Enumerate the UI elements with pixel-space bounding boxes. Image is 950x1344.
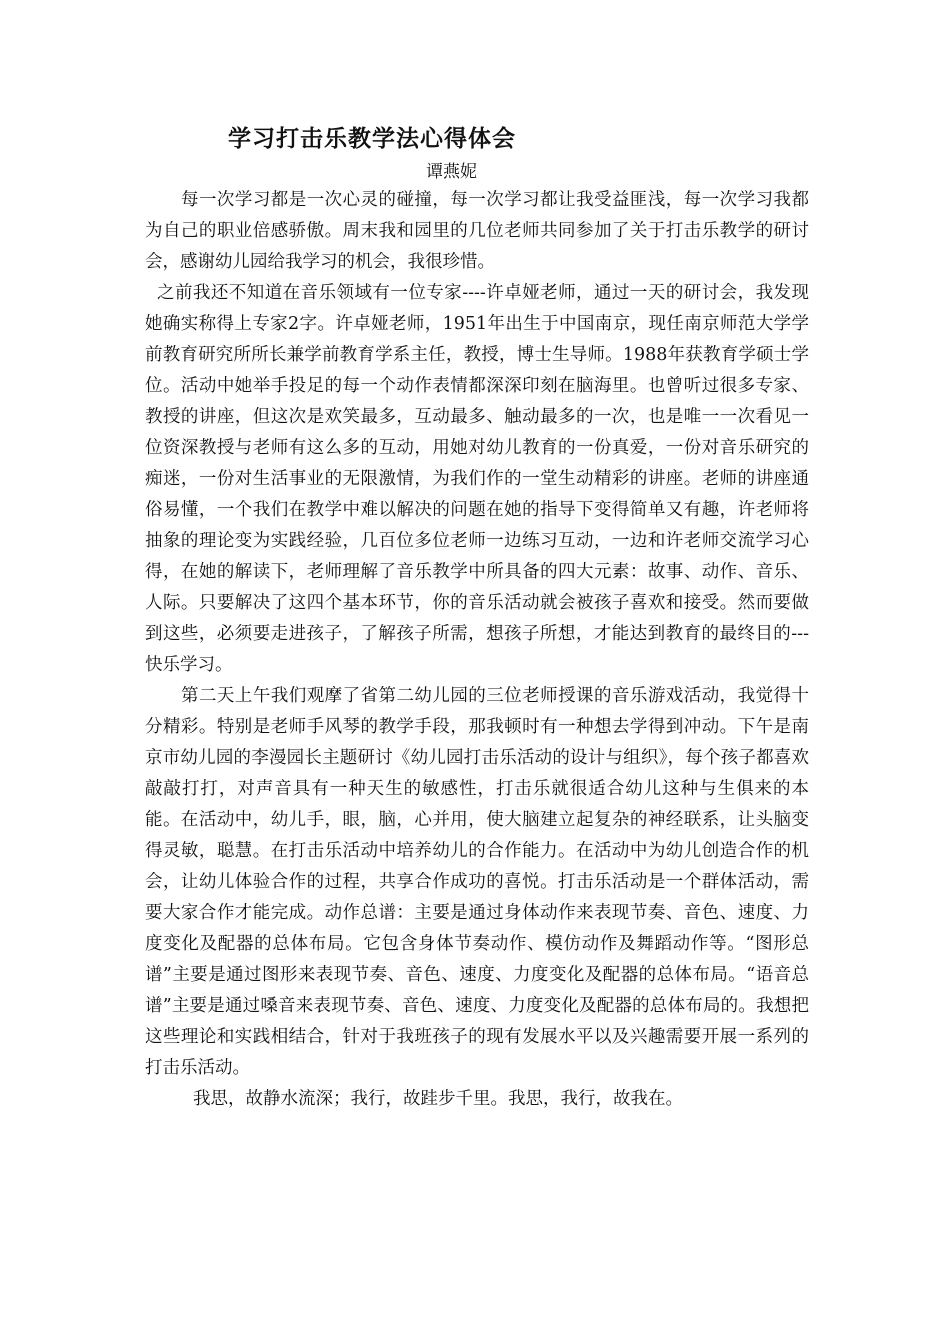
paragraph-expert-lecture: 之前我还不知道在音乐领域有一位专家----许卓娅老师，通过一天的研讨会，我发现她确实称得上专家2字。许卓娅老师，1951年出生于中国南京，现任南京师范大学学前教育研究所所长兼学前教育学系主任，教授，博士生导师。1988年获教育学硕士学位。活动中她举手投足的每一个动作表情都深深印刻在脑海里。也曾听过很多专家、教授的讲座，但这次是欢笑最多，互动最多、触动最多的一次，也是唯一一次看见一位资深教授与老师有这么多的互动，用她对幼儿教育的一份真爱，一份对音乐研究的痴迷，一份对生活事业的无限激情，为我们作的一堂生动精彩的讲座。老师的讲座通俗易懂，一个我们在教学中难以解决的问题在她的指导下变得简单又有趣，许老师将抽象的理论变为实践经验，几百位多位老师一边练习互动，一边和许老师交流学习心得，在她的解读下，老师理解了音乐教学中所具备的四大元素：故事、动作、音乐、人际。只要解决了这四个基本环节，你的音乐活动就会被孩子喜欢和接受。然而要做到这些，必须要走进孩子，了解孩子所需，想孩子所想，才能达到教育的最终目的---快乐学习。 (145, 283, 809, 675)
paragraph-closing: 我思，故静水流深；我行，故跬步千里。我思，我行，故我在。 (193, 1089, 683, 1109)
document-title: 学习打击乐教学法心得体会 (228, 126, 516, 152)
paragraph-intro: 每一次学习都是一次心灵的碰撞，每一次学习都让我受益匪浅，每一次学习我都为自己的职业倍感骄傲。周末我和园里的几位老师共同参加了关于打击乐教学的研讨会，感谢幼儿园给我学习的机会，我很珍惜。 (145, 190, 809, 272)
author-name: 谭燕妮 (426, 162, 477, 182)
paragraph-second-day: 第二天上午我们观摩了省第二幼儿园的三位老师授课的音乐游戏活动，我觉得十分精彩。特别是老师手风琴的教学手段，那我顿时有一种想去学得到冲动。下午是南京市幼儿园的李漫园长主题研讨《幼儿园打击乐活动的设计与组织》，每个孩子都喜欢敲敲打打，对声音具有一种天生的敏感性，打击乐就很适合幼儿这种与生俱来的本能。在活动中，幼儿手，眼，脑，心并用，使大脑建立起复杂的神经联系，让头脑变得灵敏，聪慧。在打击乐活动中培养幼儿的合作能力。在活动中为幼儿创造合作的机会，让幼儿体验合作的过程，共享合作成功的喜悦。打击乐活动是一个群体活动，需要大家合作才能完成。动作总谱：主要是通过身体动作来表现节奏、音色、速度、力度变化及配器的总体布局。它包含身体节奏动作、模仿动作及舞蹈动作等。“图形总谱”主要是通过图形来表现节奏、音色、速度、力度变化及配器的总体布局。“语音总谱”主要是通过嗓音来表现节奏、音色、速度、力度变化及配器的总体布局的。我想把这些理论和实践相结合，针对于我班孩子的现有发展水平以及兴趣需要开展一系列的打击乐活动。 (145, 686, 809, 1078)
document-body (145, 185, 809, 1115)
